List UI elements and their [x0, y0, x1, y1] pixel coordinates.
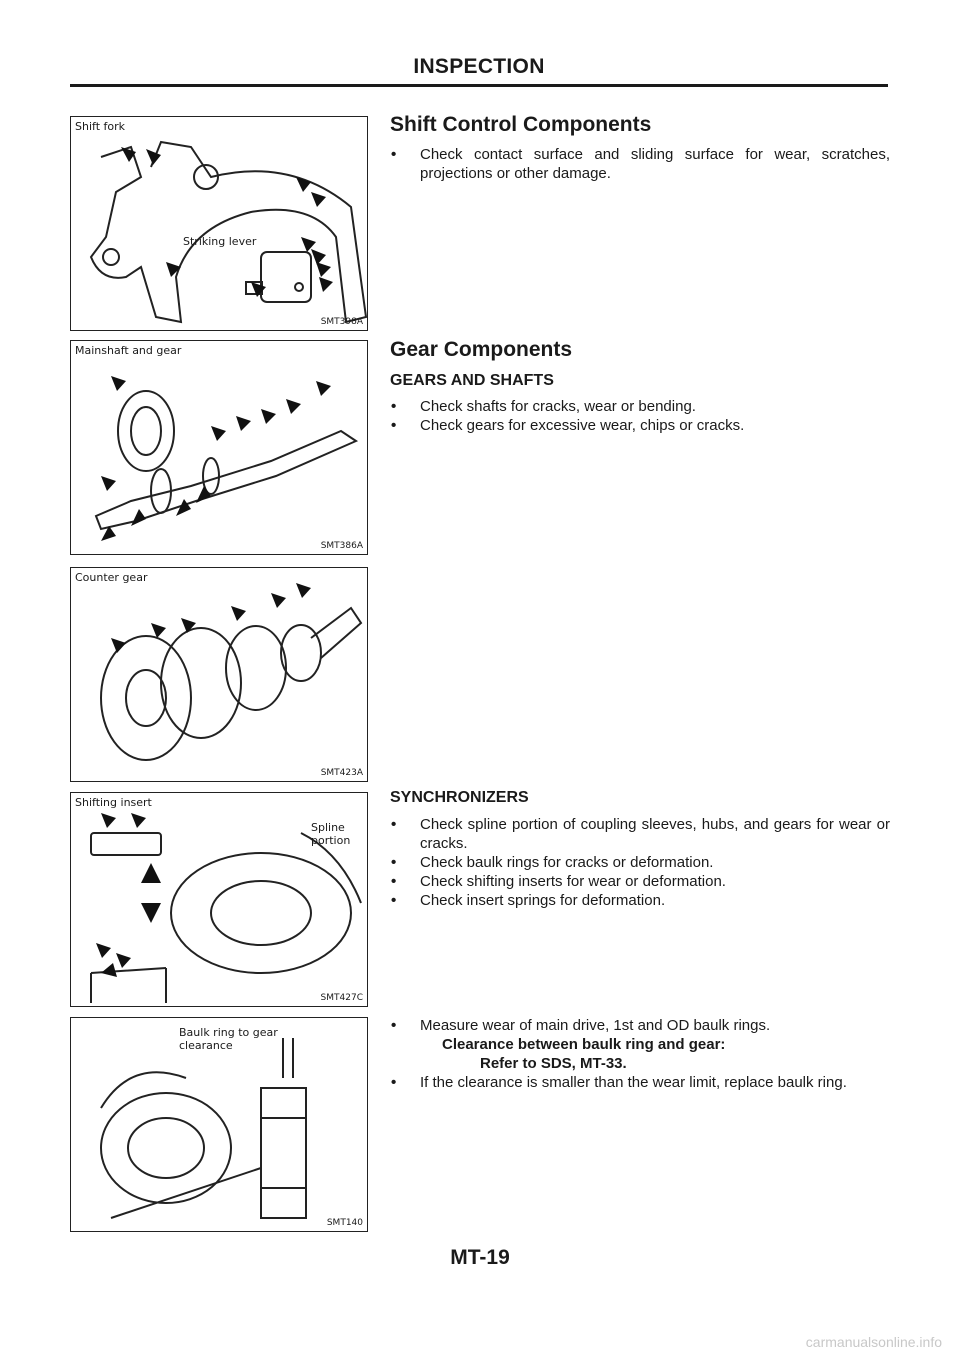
figure-shift-fork [70, 116, 368, 331]
bullet-mark: • [391, 398, 397, 415]
bullet-text: Check gears for excessive wear, chips or cracks. [420, 417, 745, 434]
bullet-mark: • [391, 1017, 397, 1034]
bullet-text: Check spline portion of coupling sleeves, hubs, and gears for wear or cracks. [420, 816, 890, 852]
counter-gear-illustration [71, 568, 368, 782]
figure-code: SMT423A [320, 768, 363, 778]
shift-fork-illustration [71, 117, 368, 331]
figure-callout: Baulk ring to gear clearance [179, 1026, 278, 1052]
bullet-item [390, 1016, 890, 1035]
figure-code: SMT427C [320, 993, 363, 1003]
figure-callout: Spline portion [311, 821, 351, 847]
watermark: carmanualsonline.info [805, 1334, 942, 1350]
figure-code: SMT140 [326, 1218, 363, 1228]
section-heading: Shift Control Components [390, 113, 652, 136]
bullet-mark: • [391, 417, 397, 434]
bullet-mark: • [391, 892, 397, 909]
mainshaft-illustration [71, 341, 368, 555]
header-rule [70, 84, 888, 87]
section-baulk-ring [390, 1016, 890, 1092]
bullet-item [390, 1073, 890, 1092]
bullet-text: Check shifting inserts for wear or deformation. [420, 873, 726, 890]
bullet-item [390, 145, 890, 183]
bullet-item [390, 891, 890, 910]
figure-synchronizer [70, 792, 368, 1007]
bullet-mark: • [391, 1074, 397, 1091]
figure-caption: Shifting insert [75, 796, 152, 809]
bullet-item [390, 416, 890, 435]
figure-callout: Striking lever [183, 235, 257, 248]
figure-mainshaft [70, 340, 368, 555]
section-synchronizers [390, 789, 890, 910]
bullet-mark: • [391, 873, 397, 890]
figure-code: SMT386A [320, 541, 363, 551]
figure-caption: Mainshaft and gear [75, 344, 182, 357]
bullet-text: Check insert springs for deformation. [420, 892, 666, 909]
bullet-item [390, 397, 890, 416]
section-gear-components [390, 338, 890, 435]
bullet-mark: • [391, 816, 397, 833]
section-shift-control [390, 113, 890, 183]
page-number: MT-19 [450, 1246, 510, 1269]
figure-counter-gear [70, 567, 368, 782]
header-title: INSPECTION [413, 55, 545, 78]
bullet-item [390, 872, 890, 891]
figure-code: SMT398A [320, 317, 363, 327]
bullet-text: Check baulk rings for cracks or deformation. [420, 854, 714, 871]
spec-label: Clearance between baulk ring and gear: [442, 1036, 726, 1053]
bullet-text: Measure wear of main drive, 1st and OD baulk rings. [420, 1017, 771, 1034]
bullet-text: Check contact surface and sliding surface for wear, scratches, projections or other damage. [420, 146, 890, 182]
page-header [70, 55, 888, 79]
bullet-item [390, 853, 890, 872]
figure-caption: Counter gear [75, 571, 148, 584]
figure-caption: Shift fork [75, 120, 125, 133]
spec-reference: Refer to SDS, MT-33. [480, 1055, 627, 1072]
bullet-mark: • [391, 146, 397, 163]
sub-heading: GEARS AND SHAFTS [390, 372, 554, 389]
sub-heading: SYNCHRONIZERS [390, 789, 529, 806]
section-heading: Gear Components [390, 338, 573, 361]
bullet-item [390, 815, 890, 853]
bullet-text: Check shafts for cracks, wear or bending. [420, 398, 696, 415]
bullet-text: If the clearance is smaller than the wear limit, replace baulk ring. [420, 1074, 847, 1091]
bullet-mark: • [391, 854, 397, 871]
figure-baulk-ring [70, 1017, 368, 1232]
